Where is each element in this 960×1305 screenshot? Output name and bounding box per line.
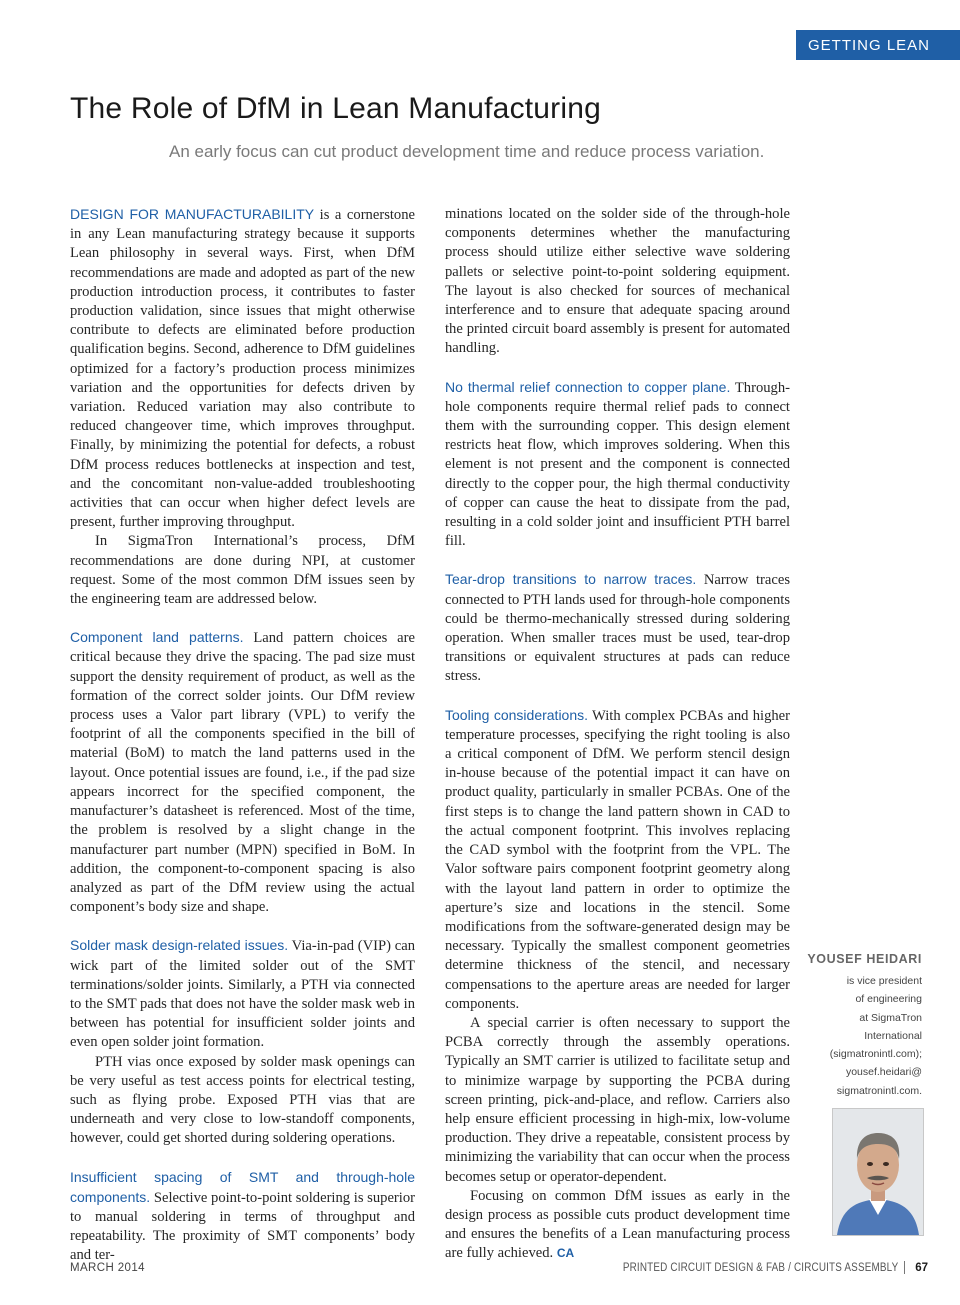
tooling-text: With complex PCBAs and higher temperature processes, specifying the right tooling is also a critical component of DfM. We perform stencil design in-house because of the potential impact it can have on product quality, particularly in smaller PCBAs. One of the first steps is to change the land pattern shown in CAD to the actual component footprint. This involves replacing the CAD symbol with the footprint from the VPL. The Valor software pairs component footprint geometry along with the layout land pattern in order to optimize the aperture’s size and locations in the stencil. Some modifications from the software-generated design may be necessary. Typically the smallest component geometries determine thickness of the stencil, and necessary compensations to the aperture areas are needed for larger components.	[445, 707, 791, 1012]
middle-column	[445, 205, 790, 1264]
article-title: The Role of DfM in Lean Manufacturing	[70, 92, 602, 125]
carrier-paragraph: A special carrier is often necessary to support the PCBA correctly through the assembly operations. Typically an SMT carrier is utilized to facilitate setup and to minimize warpage by supporting the PCBA during screen printing, pick-and-place, and reflow. Carriers also help ensure efficient processing in high-mix, low-volume production. They drive a repeatable, consistent process by minimizing the variability that can occur when the process becomes setup or operator-dependent.	[445, 1014, 790, 1185]
author-bio-line: sigmatronintl.com.	[836, 1084, 922, 1097]
intro-paragraph	[70, 205, 415, 532]
spacing-text: Selective point-to-point soldering is superior to manual soldering in terms of throughput and repeatability. The proximity of SMT components’ body and ter-	[70, 1189, 415, 1264]
pth-vias-paragraph: PTH vias once exposed by solder mask openings can be very useful as test access points for electrical testing, such as flying probe. Exposed PTH vias that are underneath and very close to low-standoff components, however, could get shorted during soldering operations.	[70, 1053, 415, 1147]
tooling-heading: Tooling considerations.	[445, 706, 589, 723]
solder-mask-heading: Solder mask design-related issues.	[70, 937, 289, 954]
author-bio-line: at SigmaTron	[859, 1011, 922, 1024]
author-bio-line: International	[864, 1029, 922, 1042]
intro-lead: DESIGN FOR MANUFACTURABILITY	[70, 206, 315, 222]
thermal-relief-text: Through-hole components require thermal relief pads to connect them with the surrounding copper. This design element restricts heat flow, which improves soldering. When this element is not present and the component is connected directly to the copper pour, the high thermal conductivity of copper can cause the heat to dissipate from the pad, resulting in a cold solder joint and insufficient PTH barrel fill.	[445, 379, 790, 550]
author-box	[782, 952, 922, 1100]
tear-drop-paragraph	[445, 570, 790, 686]
author-bio-line: (sigmatronintl.com);	[829, 1048, 922, 1061]
thermal-relief-heading: No thermal relief connection to copper plane.	[445, 378, 731, 395]
footer-publication: PRINTED CIRCUIT DESIGN & FAB / CIRCUITS ASSEMBLY	[622, 1261, 899, 1274]
spacing-paragraph	[70, 1168, 415, 1266]
left-column	[70, 205, 415, 1266]
page-number: 67	[915, 1261, 928, 1274]
author-bio-line: is vice president	[846, 975, 922, 987]
author-bio-line: of engineering	[855, 993, 922, 1006]
sigmatron-paragraph: In SigmaTron International’s process, DfM recommendations are done during NPI, at customer request. Some of the most common DfM issues seen by the engineering team are addressed below.	[70, 533, 415, 608]
footer-divider	[904, 1261, 905, 1274]
section-tab: GETTING LEAN	[796, 30, 960, 60]
spacing-heading: Insufficient spacing of SMT and through-hole components.	[70, 1168, 415, 1205]
intro-text: is a cornerstone in any Lean manufacturing strategy because it supports Lean philosophy in several ways. First, when DfM recommendations are made and adopted as part of the new production introduction process, it contributes to faster production validation, since issues that might otherwise contribute to defects are eliminated before production qualification begins. Second, adherence to DfM guidelines optimized for a factory’s production process minimizes variation and the opportunities for defects driven by variation. Reduced variation may also contribute to reduced changeover time, which improves throughput. Finally, by minimizing the potential for defects, a robust DfM process reduces bottlenecks at inspection and test, and the concomitant non-value-added troubleshooting activities that can occur when higher defect levels are present, further improving throughput.	[70, 207, 415, 531]
end-mark: CA	[556, 1246, 575, 1261]
article-subtitle: An early focus can cut product development time and reduce process variation.	[169, 142, 765, 161]
solder-mask-text: Via-in-pad (VIP) can wick part of the limited solder out of the SMT terminations/solder joints. Similarly, a PTH via connected to the SMT pads that does not have the solder mask web in between has potential for insufficient solder joints and even open solder joint formation.	[70, 938, 415, 1051]
land-patterns-paragraph	[70, 628, 415, 917]
footer-date: MARCH 2014	[70, 1262, 145, 1274]
solder-mask-paragraph	[70, 936, 415, 1052]
tear-drop-heading: Tear-drop transitions to narrow traces.	[445, 571, 697, 588]
author-portrait-illustration	[833, 1109, 923, 1235]
land-patterns-text: Land pattern choices are critical because they drive the spacing. The pad size must support the density requirement of product, as well as the formation of the correct solder joints. Our DfM review process uses a Valor part library (VPL) to verify the footprint of all the components specified in the bill of material (BoM) to match the land patterns used in the layout. Once potential issues are found, i.e., if the pad size appears incorrect for the specified component, the manufacturer’s datasheet is referenced. Most of the time, the problem is resolved by a slight change in the manufacturer part number (MPN) specified in BoM. In addition, the component-to-component spacing is also analyzed as part of the DfM review using the actual component’s body size and shape.	[70, 630, 415, 916]
land-patterns-heading: Component land patterns.	[70, 629, 244, 646]
thermal-relief-paragraph	[445, 378, 790, 552]
conclusion-paragraph	[445, 1187, 790, 1264]
tear-drop-text: Narrow traces connected to PTH lands used for through-hole components could be thermo-mechanically stressed during soldering operation. When smaller traces must be used, tear-drop transitions or equivalent structures at pads can reduce stress.	[445, 572, 790, 685]
author-name: YOUSEF HEIDARI	[807, 952, 922, 966]
author-bio	[782, 972, 922, 1100]
footer-publication-block	[578, 1261, 928, 1274]
conclusion-text: Focusing on common DfM issues as early in the design process as possible cuts product development time and ensures the benefits of a Lean manufacturing process are fully achieved.	[445, 1187, 790, 1262]
author-photo	[832, 1108, 924, 1236]
tooling-paragraph	[445, 706, 790, 1014]
terminations-paragraph: minations located on the solder side of the through-hole components determines whether the manufacturing process should utilize either selective wave soldering pallets or selective point-to-point soldering equipment. The layout is also checked for sources of mechanical interference and to ensure that adequate spacing around the printed circuit board assembly is present for automated handling.	[445, 206, 790, 357]
author-bio-line: yousef.heidari@	[845, 1066, 922, 1079]
